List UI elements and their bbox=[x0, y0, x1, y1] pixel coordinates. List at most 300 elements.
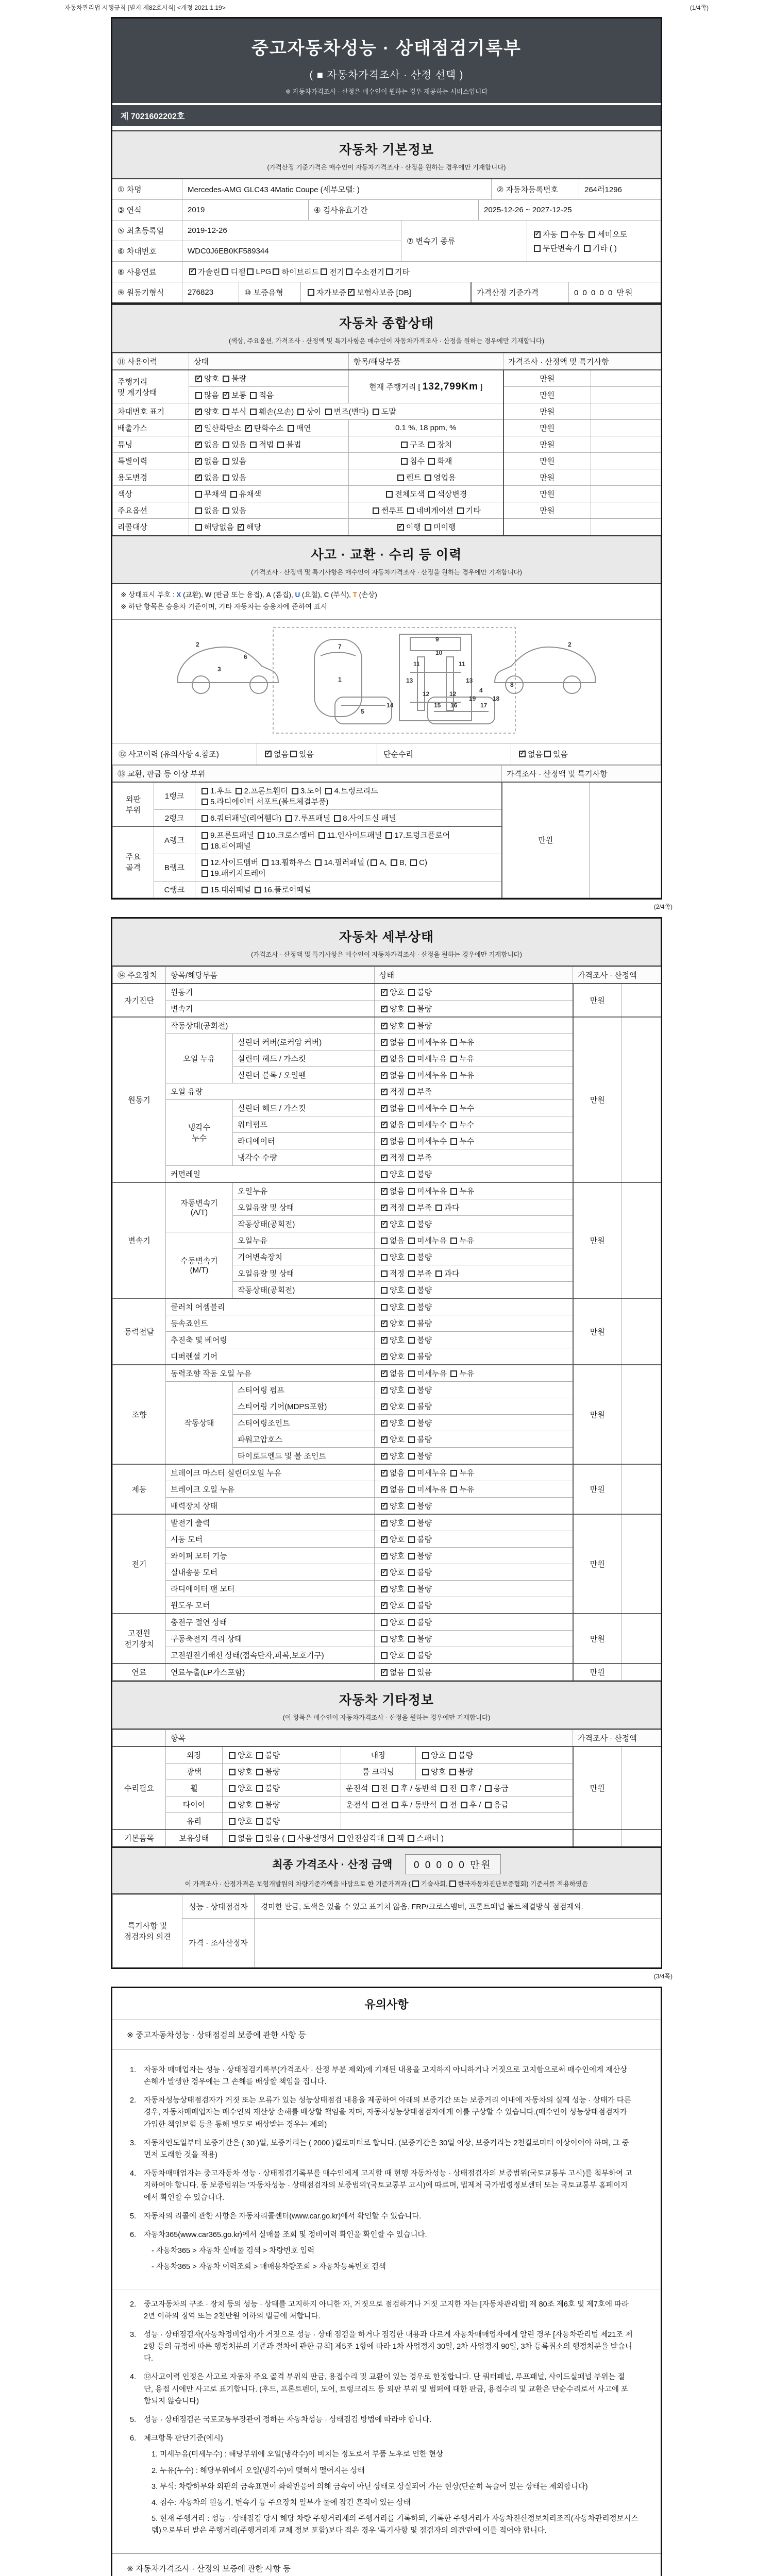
checkbox[interactable] bbox=[250, 392, 257, 399]
status-checks: ✓ 없음 미세누수 누수 bbox=[375, 1132, 573, 1149]
checkbox[interactable] bbox=[408, 1569, 415, 1576]
checkbox[interactable] bbox=[450, 1138, 457, 1145]
status-code-letter: U bbox=[295, 591, 300, 599]
price-unit: 만원 bbox=[502, 782, 590, 898]
checkbox[interactable] bbox=[381, 1453, 388, 1460]
checkbox[interactable] bbox=[236, 788, 242, 794]
checkbox[interactable] bbox=[534, 245, 541, 252]
page-3 bbox=[111, 1987, 662, 2576]
checkbox[interactable] bbox=[321, 268, 327, 275]
item-label: 브레이크 마스터 실린더오일 누유 bbox=[166, 1464, 375, 1481]
position-checks: 운전석 전 후 / 동반석 전 후 / 응급 bbox=[341, 1780, 573, 1796]
checkbox[interactable] bbox=[381, 1056, 388, 1062]
checkbox[interactable] bbox=[408, 1420, 415, 1427]
checkbox[interactable] bbox=[265, 751, 272, 757]
checkbox[interactable] bbox=[285, 815, 292, 822]
column-header: 가격조사 · 산정액 bbox=[573, 967, 661, 984]
checkbox[interactable] bbox=[408, 1205, 415, 1211]
checkbox[interactable] bbox=[381, 1503, 388, 1510]
checkbox[interactable] bbox=[408, 1122, 415, 1128]
checkbox[interactable] bbox=[408, 1320, 415, 1327]
checkbox[interactable] bbox=[195, 458, 202, 465]
table-row bbox=[113, 420, 661, 436]
item-label: 충전구 절연 상태 bbox=[166, 1614, 375, 1631]
checkbox[interactable] bbox=[408, 1387, 415, 1394]
checkbox[interactable] bbox=[388, 1835, 395, 1842]
checkbox[interactable] bbox=[381, 1586, 388, 1592]
diagram-number: 12 bbox=[423, 690, 430, 698]
checkbox[interactable] bbox=[381, 1155, 388, 1161]
item-label: 냉각수 수량 bbox=[233, 1149, 375, 1165]
checkbox[interactable] bbox=[425, 524, 431, 531]
checkbox[interactable] bbox=[381, 1669, 388, 1676]
checkbox[interactable] bbox=[222, 268, 228, 275]
checkbox[interactable] bbox=[450, 1370, 457, 1377]
checkbox[interactable] bbox=[408, 1353, 415, 1360]
checkbox[interactable] bbox=[422, 1752, 429, 1759]
checkbox[interactable] bbox=[381, 1023, 388, 1029]
checkbox[interactable] bbox=[435, 1205, 442, 1211]
checkbox[interactable] bbox=[449, 1880, 456, 1887]
table-row bbox=[113, 453, 661, 469]
checkbox[interactable] bbox=[381, 1254, 388, 1261]
diagram-number: 3 bbox=[217, 665, 221, 673]
checkbox[interactable] bbox=[247, 268, 254, 275]
checkbox[interactable] bbox=[408, 1586, 415, 1592]
checkbox[interactable] bbox=[201, 843, 208, 850]
status-checks: 없음 있음 bbox=[189, 502, 349, 519]
item-cell: 구조 장치 bbox=[349, 436, 503, 453]
checkbox[interactable] bbox=[256, 1785, 263, 1792]
checkbox[interactable] bbox=[392, 1785, 398, 1792]
checkbox[interactable] bbox=[381, 1188, 388, 1195]
checkbox[interactable] bbox=[223, 376, 229, 382]
table-row bbox=[112, 261, 661, 282]
checkbox[interactable] bbox=[245, 425, 252, 432]
checkbox[interactable] bbox=[381, 1553, 388, 1560]
item-label: 커먼레일 bbox=[166, 1165, 375, 1182]
diagram-number: 11 bbox=[459, 660, 465, 668]
checkbox[interactable] bbox=[255, 887, 261, 893]
checkbox[interactable] bbox=[297, 409, 304, 415]
checkbox[interactable] bbox=[450, 1072, 457, 1079]
row-label: 주요옵션 bbox=[113, 502, 189, 519]
checkbox[interactable] bbox=[408, 1636, 415, 1642]
checkbox[interactable] bbox=[544, 751, 551, 757]
checkbox[interactable] bbox=[450, 1122, 457, 1128]
checkbox[interactable] bbox=[561, 231, 568, 238]
checkbox[interactable] bbox=[348, 289, 355, 296]
checkbox[interactable] bbox=[381, 1122, 388, 1128]
checkbox[interactable] bbox=[308, 289, 314, 296]
status-checks: ✓ 적정 부족 bbox=[375, 1083, 573, 1099]
checkbox[interactable] bbox=[381, 989, 388, 996]
checkbox[interactable] bbox=[435, 1270, 442, 1277]
checkbox[interactable] bbox=[381, 1370, 388, 1377]
checkbox[interactable] bbox=[401, 442, 408, 448]
checkbox[interactable] bbox=[408, 1652, 415, 1659]
table-row bbox=[113, 486, 661, 502]
checkbox[interactable] bbox=[449, 1769, 456, 1775]
status-checks: ✓ 양호 불량 bbox=[375, 1547, 573, 1564]
checkbox[interactable] bbox=[381, 1238, 388, 1244]
checkbox[interactable] bbox=[441, 1802, 447, 1808]
checkbox[interactable] bbox=[381, 1636, 388, 1642]
row-label: 용도변경 bbox=[113, 469, 189, 486]
status-checks: 적정 부족 과다 bbox=[375, 1265, 573, 1281]
checkbox[interactable] bbox=[381, 1270, 388, 1277]
checkbox[interactable] bbox=[408, 1039, 415, 1046]
checkbox[interactable] bbox=[256, 1802, 263, 1808]
column-header-blank bbox=[113, 1730, 166, 1747]
checkbox[interactable] bbox=[189, 268, 196, 275]
checkbox[interactable] bbox=[381, 1105, 388, 1112]
checkbox[interactable] bbox=[381, 1420, 388, 1427]
checkbox[interactable] bbox=[371, 859, 377, 866]
checkbox[interactable] bbox=[223, 392, 229, 399]
rank-label: C랭크 bbox=[154, 881, 195, 897]
first-reg-label: ⑤ 최초등록일 bbox=[117, 227, 164, 235]
checkbox[interactable] bbox=[223, 507, 229, 514]
device-group-label: 고전원 전기장치 bbox=[113, 1614, 166, 1664]
checkbox[interactable] bbox=[373, 409, 379, 415]
checkbox[interactable] bbox=[334, 815, 341, 822]
checkbox[interactable] bbox=[381, 1353, 388, 1360]
checkbox[interactable] bbox=[288, 425, 294, 432]
checkbox[interactable] bbox=[292, 788, 298, 794]
checkbox[interactable] bbox=[485, 1785, 492, 1792]
device-group-label: 변속기 bbox=[113, 1182, 166, 1298]
checkbox[interactable] bbox=[223, 442, 229, 448]
basic-info-table bbox=[112, 179, 661, 304]
checkbox[interactable] bbox=[457, 507, 464, 514]
notice-item-number: 1. bbox=[130, 2065, 137, 2074]
item-label: 오일유량 및 상태 bbox=[233, 1199, 375, 1215]
price-writein bbox=[622, 1514, 661, 1614]
item-label: 배력장치 상태 bbox=[166, 1497, 375, 1514]
checkbox[interactable] bbox=[408, 1370, 415, 1377]
price-unit: 만원 bbox=[573, 984, 622, 1017]
checkbox[interactable] bbox=[325, 409, 332, 415]
checkbox[interactable] bbox=[408, 1619, 415, 1626]
checkbox[interactable] bbox=[408, 1270, 415, 1277]
checkbox[interactable] bbox=[238, 524, 244, 531]
section-basic-info-title: 자동차 기본정보 bbox=[339, 143, 434, 157]
checkbox[interactable] bbox=[229, 1818, 236, 1825]
status-checks: ✓ 없음 미세누유 누유 bbox=[375, 1365, 573, 1382]
status-checks: ✓ 없음 있음 bbox=[189, 469, 349, 486]
checkbox[interactable] bbox=[408, 989, 415, 996]
price-unit: 만원 bbox=[573, 1747, 622, 1829]
checkbox[interactable] bbox=[381, 1089, 388, 1095]
checkbox[interactable] bbox=[195, 392, 202, 399]
price-writein bbox=[622, 1182, 661, 1298]
checkbox[interactable] bbox=[223, 458, 229, 465]
checkbox[interactable] bbox=[229, 1752, 236, 1759]
accident-history-row bbox=[112, 743, 661, 765]
checkbox[interactable] bbox=[386, 491, 393, 498]
checkbox[interactable] bbox=[381, 1652, 388, 1659]
checkbox[interactable] bbox=[346, 268, 352, 275]
checkbox[interactable] bbox=[223, 409, 229, 415]
checkbox[interactable] bbox=[450, 1486, 457, 1493]
checkbox[interactable] bbox=[381, 1006, 388, 1012]
checkbox[interactable] bbox=[229, 1785, 236, 1792]
checkbox[interactable] bbox=[428, 442, 435, 448]
checkbox[interactable] bbox=[201, 799, 208, 805]
checkbox[interactable] bbox=[381, 1602, 388, 1609]
checkbox[interactable] bbox=[195, 409, 202, 415]
checkbox[interactable] bbox=[381, 1039, 388, 1046]
checkbox[interactable] bbox=[408, 1056, 415, 1062]
checkbox[interactable] bbox=[381, 1337, 388, 1344]
checkbox[interactable] bbox=[397, 524, 404, 531]
table-row bbox=[113, 1829, 661, 1846]
checkbox[interactable] bbox=[422, 1769, 429, 1775]
checkbox[interactable] bbox=[408, 1520, 415, 1527]
checkbox[interactable] bbox=[262, 859, 268, 866]
checkbox[interactable] bbox=[318, 832, 325, 839]
checkbox[interactable] bbox=[408, 1486, 415, 1493]
engine-type-label: ⑨ 원동기형식 bbox=[117, 289, 164, 297]
checkbox[interactable] bbox=[408, 1089, 415, 1095]
checkbox[interactable] bbox=[428, 458, 435, 465]
checkbox[interactable] bbox=[408, 1602, 415, 1609]
price-unit: 만원 bbox=[573, 1365, 622, 1464]
base-price-label: 가격산정 기준가격 bbox=[470, 282, 568, 302]
status-checks: ✓ 일산화탄소 ✓탄화수소 매연 bbox=[189, 420, 349, 436]
checkbox[interactable] bbox=[223, 474, 229, 481]
checkbox[interactable] bbox=[441, 1785, 447, 1792]
price-unit: 만원 bbox=[503, 403, 591, 420]
checkbox[interactable] bbox=[256, 1769, 263, 1775]
diagram-side-left bbox=[178, 647, 278, 693]
checkbox[interactable] bbox=[408, 1835, 414, 1842]
status-code-letter: X bbox=[176, 591, 181, 599]
checkbox[interactable] bbox=[373, 507, 379, 514]
checkbox[interactable] bbox=[408, 1337, 415, 1344]
checkbox[interactable] bbox=[408, 1669, 415, 1676]
status-checks: ✓ 없음 미세누유 누유 bbox=[375, 1050, 573, 1066]
checkbox[interactable] bbox=[372, 1785, 379, 1792]
final-price-label: 최종 가격조사 · 산정 금액 bbox=[272, 1859, 393, 1871]
item-label: 동력조향 작동 오일 누유 bbox=[166, 1365, 375, 1382]
checkbox[interactable] bbox=[381, 1221, 388, 1228]
section-other-title: 자동차 기타정보 bbox=[339, 1692, 434, 1707]
checkbox[interactable] bbox=[391, 859, 397, 866]
checkbox[interactable] bbox=[273, 268, 279, 275]
checkbox[interactable] bbox=[407, 507, 414, 514]
checkbox[interactable] bbox=[534, 231, 541, 238]
vin-label: ⑥ 차대번호 bbox=[117, 247, 157, 256]
checkbox[interactable] bbox=[408, 1503, 415, 1510]
checkbox[interactable] bbox=[392, 1802, 398, 1808]
checkbox[interactable] bbox=[408, 1553, 415, 1560]
checkbox[interactable] bbox=[401, 458, 408, 465]
checkbox[interactable] bbox=[381, 1569, 388, 1576]
row-label: 튜닝 bbox=[113, 436, 189, 453]
checkbox[interactable] bbox=[381, 1320, 388, 1327]
checkbox[interactable] bbox=[201, 788, 208, 794]
checkbox[interactable] bbox=[408, 1238, 415, 1244]
base-price-value: 0 0 0 0 0 만원 bbox=[568, 282, 661, 302]
checkbox[interactable] bbox=[195, 524, 202, 531]
checkbox[interactable] bbox=[519, 751, 526, 757]
checkbox[interactable] bbox=[408, 1155, 415, 1161]
checkbox[interactable] bbox=[372, 1802, 379, 1808]
table-header-row bbox=[113, 967, 661, 984]
checkbox[interactable] bbox=[485, 1802, 492, 1808]
status-checks: ✓ 양호 불량 bbox=[375, 1514, 573, 1531]
checkbox[interactable] bbox=[450, 1470, 457, 1477]
checkbox[interactable] bbox=[408, 1536, 415, 1543]
section-overall-subtitle: (색상, 주요옵션, 가격조사 · 산정액 및 특기사항은 매수인이 자동차가격조사 · 산정을 원하는 경우에만 기재합니다) bbox=[228, 337, 545, 345]
column-header: 가격조사 · 산정액 bbox=[573, 1730, 661, 1747]
checkbox[interactable] bbox=[408, 1436, 415, 1443]
checkbox[interactable] bbox=[412, 1880, 419, 1887]
notice-item-text: 자동차인도일부터 보증기간은 ( 30 )일, 보증거리는 ( 2000 )킬로미터로 합니다. (보증기간은 30일 이상, 보증거리는 2천킬로미터 이상이어야 하며, 그 중 먼저 도래한 것을 적용) bbox=[144, 2139, 629, 2159]
checkbox[interactable] bbox=[408, 1453, 415, 1460]
checkbox[interactable] bbox=[381, 1387, 388, 1394]
checkbox[interactable] bbox=[408, 1105, 415, 1112]
checkbox[interactable] bbox=[408, 1470, 415, 1477]
checkbox[interactable] bbox=[410, 859, 417, 866]
checkbox[interactable] bbox=[385, 832, 392, 839]
checkbox[interactable] bbox=[256, 1818, 263, 1825]
checkbox[interactable] bbox=[408, 1072, 415, 1079]
checkbox[interactable] bbox=[450, 1056, 457, 1062]
checkbox[interactable] bbox=[195, 425, 202, 432]
price-writein bbox=[591, 486, 661, 502]
checkbox[interactable] bbox=[381, 1619, 388, 1626]
status-checks: ✓ 없음 미세누유 누유 bbox=[375, 1481, 573, 1497]
notice-item bbox=[130, 2211, 645, 2223]
checkbox[interactable] bbox=[397, 474, 404, 481]
device-group-label: 동력전달 bbox=[113, 1298, 166, 1365]
checkbox[interactable] bbox=[201, 815, 208, 822]
checkbox[interactable] bbox=[195, 474, 202, 481]
status-checks: 무채색 유채색 bbox=[189, 486, 349, 502]
precautions-title: 유의사항 bbox=[112, 1988, 661, 2020]
checkbox[interactable] bbox=[381, 1436, 388, 1443]
checkbox[interactable] bbox=[408, 1138, 415, 1145]
price-unit: 만원 bbox=[573, 1514, 622, 1614]
checkbox[interactable] bbox=[461, 1802, 467, 1808]
status-code-letter: A bbox=[266, 591, 272, 599]
notice-item-number: 5. bbox=[130, 2212, 137, 2221]
checkbox[interactable] bbox=[256, 1752, 263, 1759]
checkbox[interactable] bbox=[381, 1403, 388, 1410]
status-checks: ✓ 양호 불량 bbox=[375, 1381, 573, 1398]
checkbox[interactable] bbox=[589, 231, 595, 238]
checkbox[interactable] bbox=[277, 442, 284, 448]
exchange-rank-table bbox=[112, 765, 661, 898]
transmission-checks-line2: 무단변속기 기타 ( ) bbox=[532, 243, 617, 253]
checkbox[interactable] bbox=[201, 832, 208, 839]
checkbox[interactable] bbox=[428, 491, 435, 498]
checkbox[interactable] bbox=[408, 1023, 415, 1029]
sub-group-label: 수동변속기 (M/T) bbox=[166, 1232, 233, 1298]
checkbox[interactable] bbox=[408, 1304, 415, 1311]
checkbox[interactable] bbox=[408, 1171, 415, 1178]
checkbox[interactable] bbox=[450, 1039, 457, 1046]
checkbox[interactable] bbox=[201, 870, 208, 877]
checkbox[interactable] bbox=[381, 1536, 388, 1543]
checkbox[interactable] bbox=[381, 1287, 388, 1294]
checkbox[interactable] bbox=[450, 1105, 457, 1112]
checkbox[interactable] bbox=[381, 1171, 388, 1178]
checkbox[interactable] bbox=[381, 1304, 388, 1311]
checkbox[interactable] bbox=[450, 1238, 457, 1244]
status-checks: ✓ 양호 불량 bbox=[375, 1017, 573, 1034]
checkbox[interactable] bbox=[381, 1520, 388, 1527]
checkbox[interactable] bbox=[229, 1802, 236, 1808]
checkbox[interactable] bbox=[408, 1188, 415, 1195]
checkbox[interactable] bbox=[408, 1254, 415, 1261]
checkbox[interactable] bbox=[201, 887, 208, 893]
checkbox[interactable] bbox=[381, 1470, 388, 1477]
notice-item bbox=[130, 2433, 645, 2537]
notice-item-number: 6. bbox=[130, 2230, 137, 2239]
checkbox[interactable] bbox=[584, 245, 591, 252]
checkbox[interactable] bbox=[461, 1785, 467, 1792]
checkbox[interactable] bbox=[381, 1486, 388, 1493]
rank-items: 12.사이드멤버 13.휠하우스 14.필러패널 ( A, B, C) 19.패키지트레이 bbox=[195, 854, 502, 881]
checkbox[interactable] bbox=[230, 491, 237, 498]
checkbox[interactable] bbox=[229, 1769, 236, 1775]
checkbox[interactable] bbox=[381, 1138, 388, 1145]
item-label: 오일 유량 bbox=[166, 1083, 375, 1099]
checkbox[interactable] bbox=[408, 1221, 415, 1228]
checkbox[interactable] bbox=[408, 1006, 415, 1012]
checkbox[interactable] bbox=[449, 1752, 456, 1759]
rank-label: B랭크 bbox=[154, 854, 195, 881]
checkbox[interactable] bbox=[325, 788, 332, 794]
checkbox[interactable] bbox=[338, 1835, 345, 1842]
checkbox[interactable] bbox=[229, 1835, 236, 1842]
checkbox[interactable] bbox=[288, 1835, 295, 1842]
checkbox[interactable] bbox=[195, 507, 202, 514]
checkbox[interactable] bbox=[250, 442, 257, 448]
checkbox[interactable] bbox=[195, 442, 202, 448]
checkbox[interactable] bbox=[386, 268, 393, 275]
price-writein bbox=[591, 403, 661, 420]
diagram-number: 16 bbox=[450, 701, 458, 709]
checkbox[interactable] bbox=[258, 832, 264, 839]
inspection-valid-label: ④ 검사유효기간 bbox=[308, 200, 478, 220]
checkbox[interactable] bbox=[250, 409, 257, 415]
section-detail-header bbox=[112, 919, 661, 967]
status-checks: ✓ 없음 미세누수 누수 bbox=[375, 1116, 573, 1132]
checkbox[interactable] bbox=[408, 1287, 415, 1294]
checkbox[interactable] bbox=[425, 474, 431, 481]
checkbox[interactable] bbox=[256, 1835, 263, 1842]
table-row bbox=[112, 179, 661, 199]
table-header-row bbox=[113, 765, 661, 782]
checkbox[interactable] bbox=[315, 859, 322, 866]
checkbox[interactable] bbox=[381, 1205, 388, 1211]
checkbox[interactable] bbox=[290, 751, 297, 757]
rank-group-label: 외판 부위 bbox=[113, 782, 154, 826]
checkbox[interactable] bbox=[195, 491, 202, 498]
checkbox[interactable] bbox=[381, 1072, 388, 1079]
inspector-opinion-table bbox=[112, 1894, 661, 1968]
item-label: 작동상태(공회전) bbox=[233, 1281, 375, 1298]
checkbox[interactable] bbox=[195, 376, 202, 382]
checkbox[interactable] bbox=[408, 1403, 415, 1410]
checkbox[interactable] bbox=[201, 859, 208, 866]
checkbox[interactable] bbox=[450, 1188, 457, 1195]
